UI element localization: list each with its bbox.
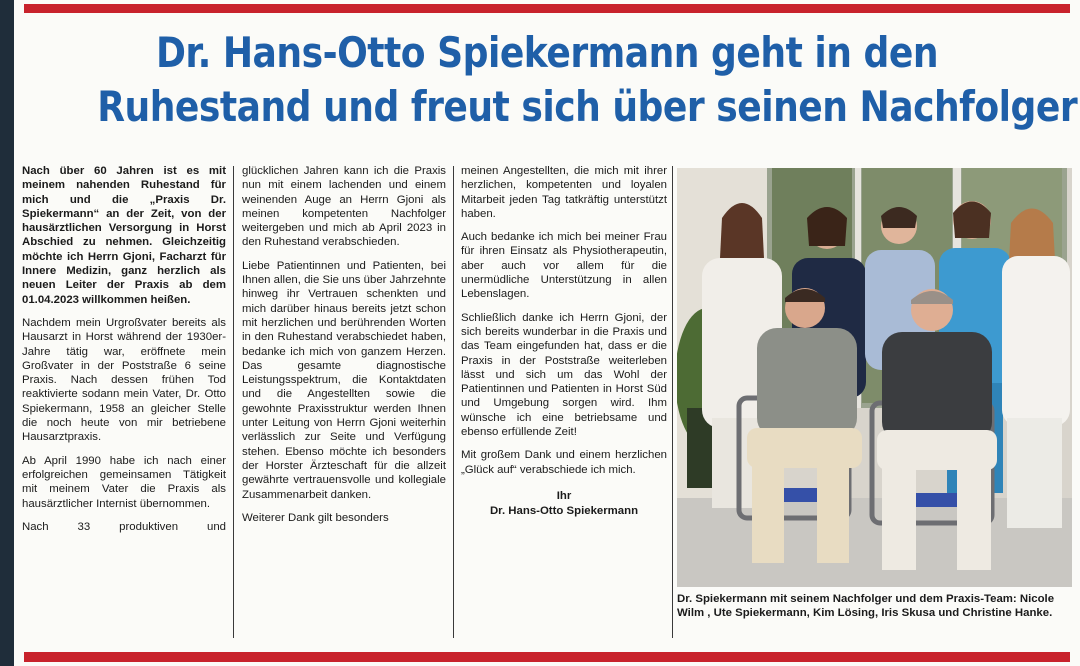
article-column-3 bbox=[461, 164, 667, 639]
article-column-1 bbox=[22, 164, 226, 639]
headline-line-2: Ruhestand und freut sich über seinen Nachfolger bbox=[97, 82, 1078, 131]
column-divider bbox=[233, 166, 234, 638]
signature-greeting: Ihr bbox=[556, 489, 572, 502]
lead-paragraph: Nach über 60 Jahren ist es mit meinem nahenden Ruhestand für mich und die „Praxis Dr. Spiekermann“ an der Zeit, von der hausärztlichen Versorgung in Horst Abschied zu nehmen. Gleichzeitig möchte ich Herrn Gjoni, Facharzt für Innere Medizin, ganz herzlich als neuen Leiter der Praxis ab dem 01.04.2023 willkommen heißen. bbox=[22, 165, 226, 306]
column-divider bbox=[672, 166, 673, 638]
paragraph: Schließlich danke ich Herrn Gjoni, der sich bereits wunderbar in die Praxis und das Team eingefunden hat, dass er die Praxis in der Poststraße weiterleben lässt und sich um das Wohl der Patientinnen und Patienten in Horst Süd und Umgebung sorgen wird. Ihm wünsche ich eine betriebsame und ebenso erfüllende Zeit! bbox=[461, 311, 667, 439]
paragraph: Liebe Patientinnen und Patienten, bei Ihnen allen, die Sie uns über Jahrzehnte hinweg ihr Vertrauen schenkten und mich darüber hinaus bereits jetzt schon mit herzlichen und berührenden Worten in den Ruhestand verabschiedet haben, bedanke ich mich von ganzem Herzen. Das gesamte diagnostische Leistungsspektrum, die Kontaktdaten und die Angestellten sowie die gewohnte Praxisstruktur werden Ihnen unter Leitung von Herrn Gjoni weiterhin verlässlich zur Seite und Verfügung stehen. Ebenso möchte ich besonders der Horster Ärzteschaft für die allzeit gewährte vertrauensvolle und kollegiale Zusammenarbeit danken. bbox=[242, 259, 446, 501]
team-photo bbox=[677, 168, 1072, 587]
paragraph: Nachdem mein Urgroßvater bereits als Hausarzt in Horst während der 1930er-Jahre tätig war, eröffnete mein Großvater in der Poststraße 6 seine Praxis. Nach dessen frühen Tod reaktivierte sodann mein Vater, Dr. Otto Spiekermann, 1958 an gleicher Stelle die noch heute von mir betriebene Hausarztpraxis. bbox=[22, 316, 226, 444]
article-column-2 bbox=[242, 164, 446, 639]
paragraph: Nach 33 produktiven und bbox=[22, 520, 226, 533]
column-divider bbox=[453, 166, 454, 638]
paragraph: glücklichen Jahren kann ich die Praxis nun mit einem lachenden und einem weinenden Auge an Herrn Gjoni als meinen kompetenten Nachfolger weitergeben und mich ab April 2023 in den Ruhestand verabschieden. bbox=[242, 165, 446, 249]
paragraph: Weiterer Dank gilt besonders bbox=[242, 511, 389, 524]
newspaper-page bbox=[14, 0, 1080, 666]
signature-block bbox=[461, 489, 667, 519]
paragraph: meinen Angestellten, die mich mit ihrer herzlichen, kompetenten und loyalen Mitarbeit jeden Tag tatkräftig unterstützt haben. bbox=[461, 165, 667, 220]
photo-caption: Dr. Spiekermann mit seinem Nachfolger und dem Praxis-Team: Nicole Wilm , Ute Spiekermann, Kim Lösing, Iris Skusa und Christine Hanke. bbox=[677, 593, 1055, 620]
paragraph: Auch bedanke ich mich bei meiner Frau für ihren Einsatz als Physiotherapeutin, aber auch vor allem für die unermüdliche Unterstützung in allen Lebenslagen. bbox=[461, 231, 667, 301]
bottom-red-bar bbox=[24, 652, 1070, 662]
signature-name: Dr. Hans-Otto Spiekermann bbox=[489, 504, 639, 517]
headline bbox=[97, 26, 1078, 134]
headline-line-1: Dr. Hans-Otto Spiekermann geht in den bbox=[155, 28, 939, 77]
paragraph: Ab April 1990 habe ich nach einer erfolgreichen gemeinsamen Tätigkeit mit meinem Vater die Praxis als hausärztlicher Internist übernommen. bbox=[22, 454, 226, 510]
top-red-bar bbox=[24, 4, 1070, 13]
paragraph: Mit großem Dank und einem herzlichen „Glück auf“ verabschiede ich mich. bbox=[461, 449, 667, 476]
team-photo-illustration bbox=[677, 168, 1072, 587]
